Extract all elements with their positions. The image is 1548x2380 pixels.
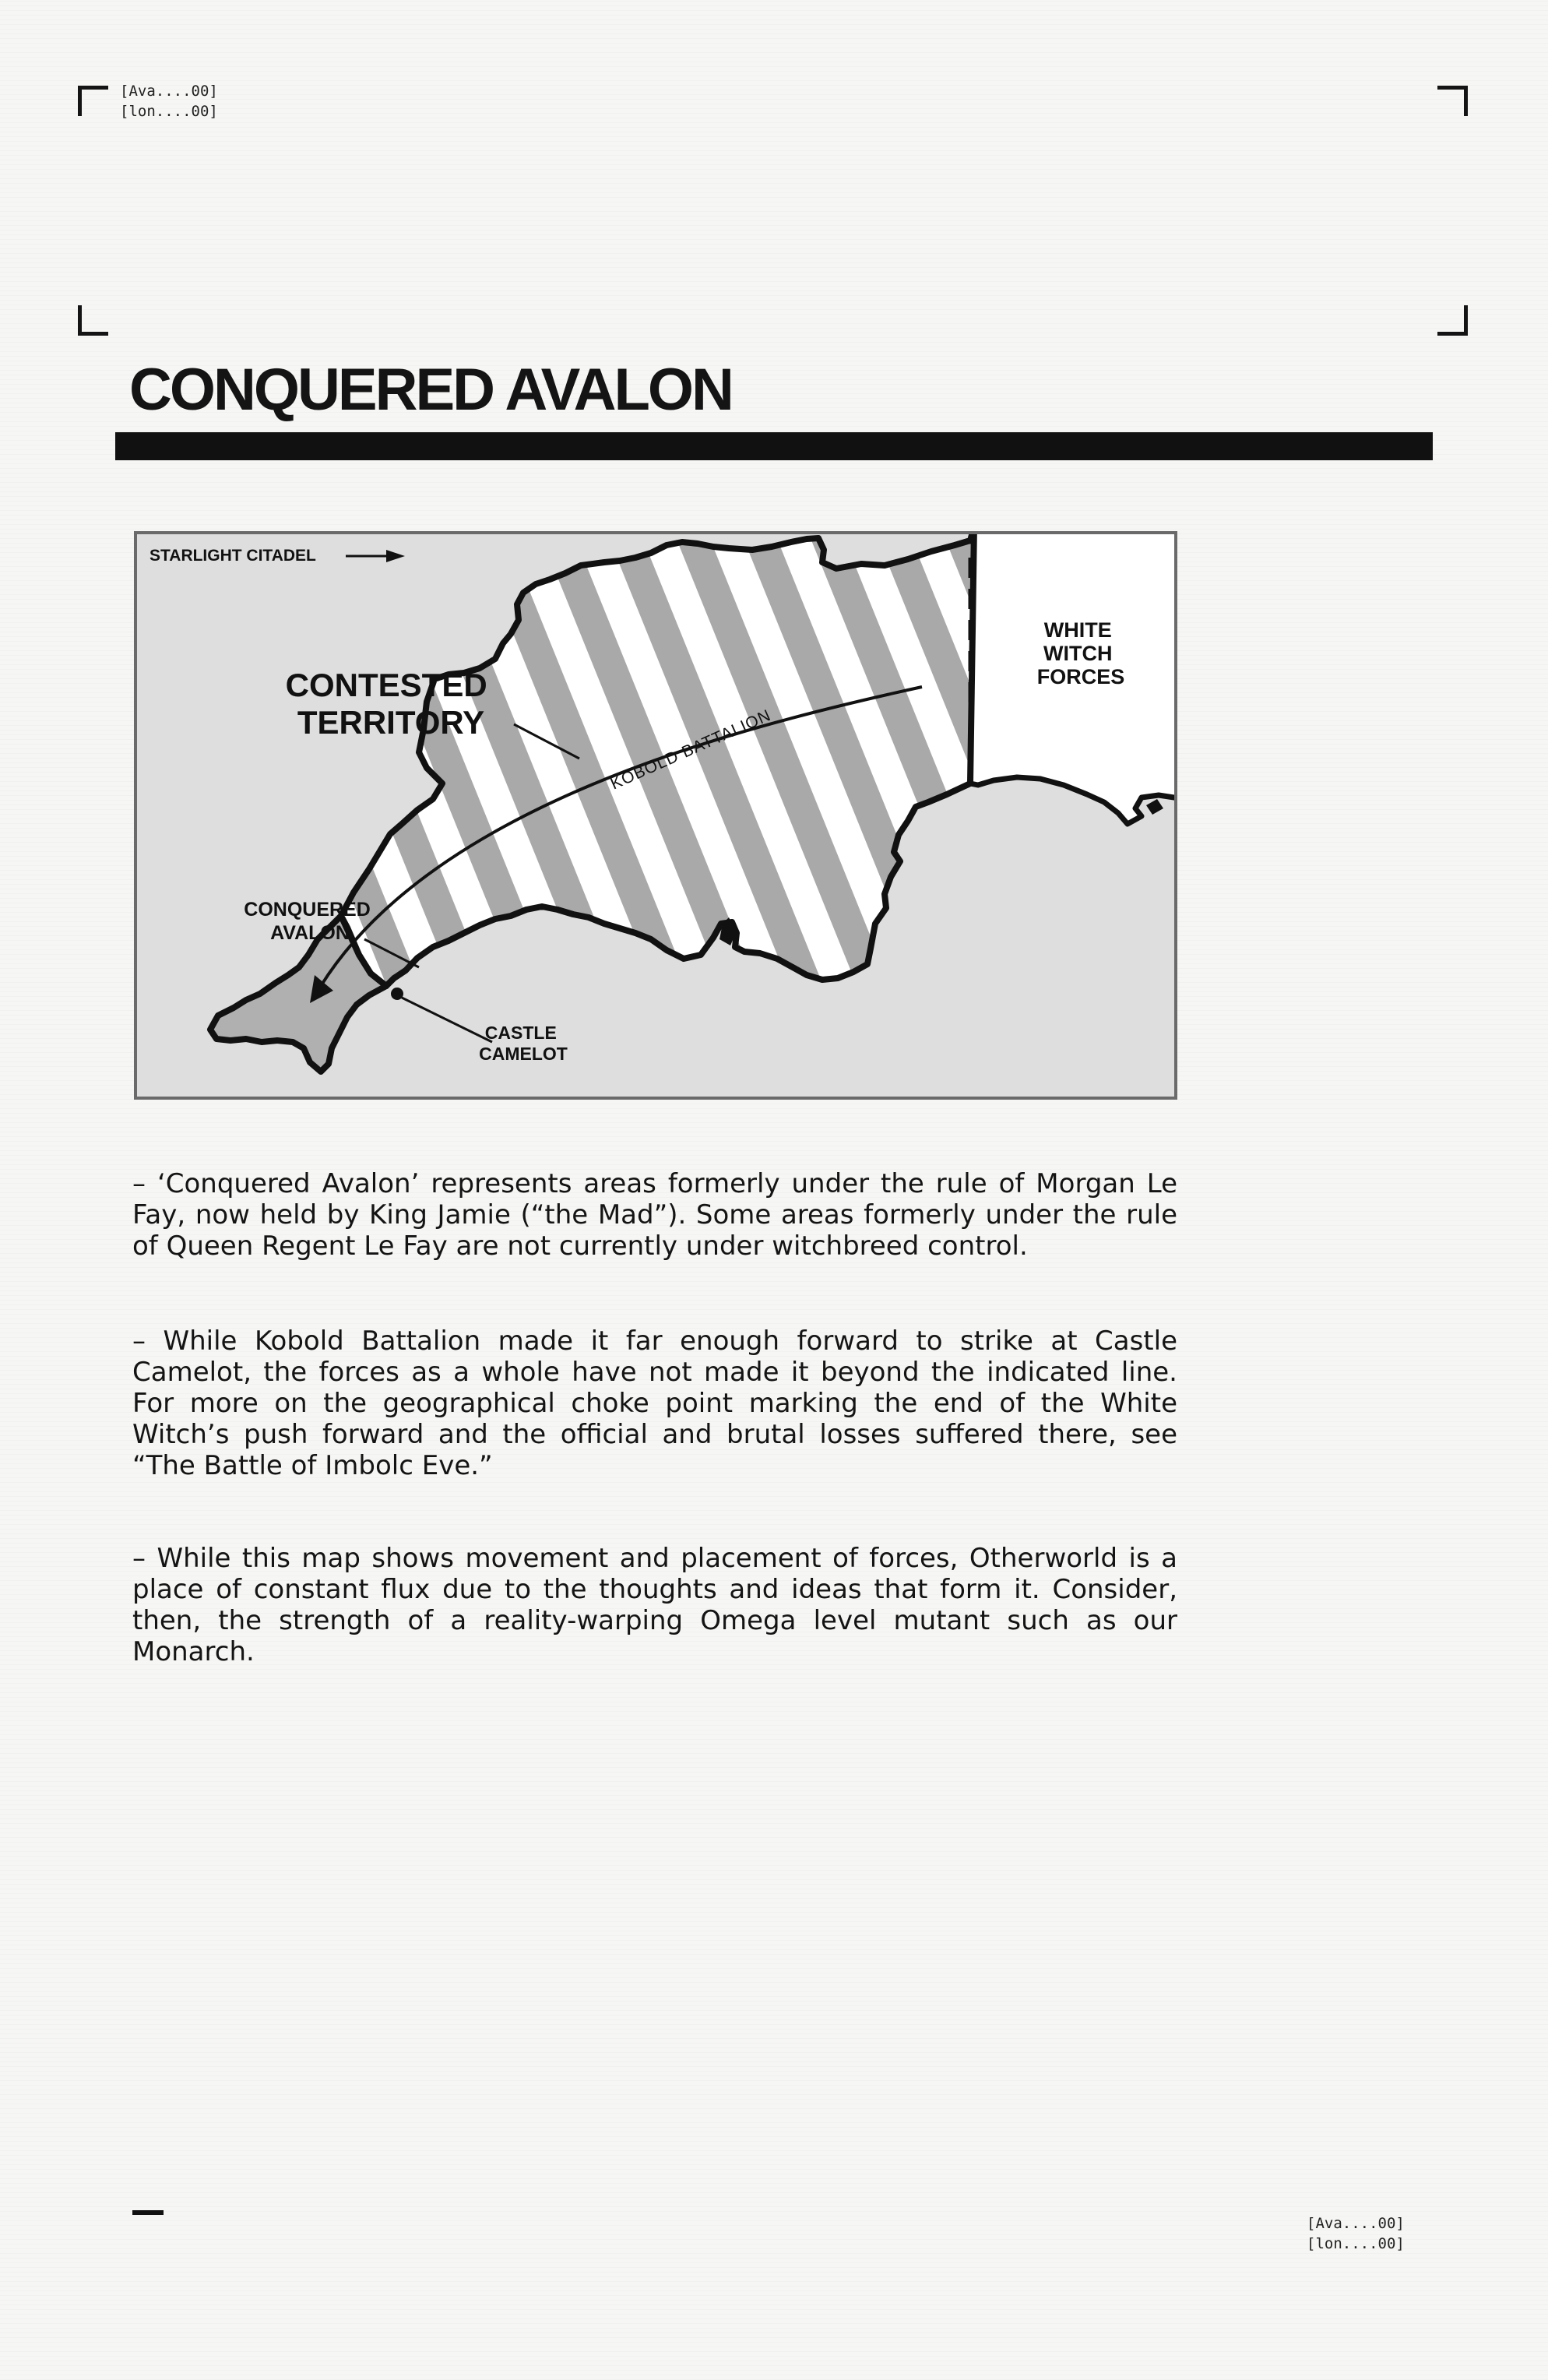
contested-line2: TERRITORY xyxy=(297,704,485,741)
white-witch-line3: FORCES xyxy=(1036,665,1125,688)
paragraph-2: – While Kobold Battalion made it far enough forward to strike at Castle Camelot, the forces as a whole have not made it beyond the indicated line. For more on the geographical choke point marking the end of the White Witch’s push forward and the official and brutal losses suffered there, see “The Battle of Imbolc Eve.” xyxy=(132,1326,1177,1481)
footer-code-line: [Ava....00] xyxy=(1307,2215,1405,2232)
footer-code-line: [lon....00] xyxy=(1307,2235,1405,2252)
map-label-starlight-citadel: STARLIGHT CITADEL xyxy=(150,547,316,565)
corner-mark-bottom-left xyxy=(78,305,108,336)
title-underline-bar xyxy=(115,432,1433,460)
white-witch-line1: WHITE xyxy=(1043,618,1112,642)
conquered-line2: AVALON xyxy=(270,922,350,944)
header-code xyxy=(120,81,218,121)
castle-camelot-marker xyxy=(391,988,403,1000)
white-witch-line2: WITCH xyxy=(1043,642,1113,665)
castle-line1: CASTLE xyxy=(484,1023,557,1043)
header-code-line: [Ava....00] xyxy=(120,83,218,100)
paragraph-3: – While this map shows movement and placement of forces, Otherworld is a place of constant flux due to the thoughts and ideas that form it. Consider, then, the strength of a reality-warping Omega level mutant such as our Monarch. xyxy=(132,1543,1177,1667)
corner-mark-top-right xyxy=(1437,86,1468,116)
page-title: CONQUERED AVALON xyxy=(129,357,732,423)
paragraph-block xyxy=(132,1543,1177,1667)
map-label-white-witch-forces xyxy=(1037,618,1125,688)
paragraph-block xyxy=(132,1326,1177,1481)
conquered-line1: CONQUERED xyxy=(244,899,371,921)
paragraph-1: – ‘Conquered Avalon’ represents areas formerly under the rule of Morgan Le Fay, now held by King Jamie (“the Mad”). Some areas formerly under the rule of Queen Regent Le Fay are not currently under witchbreed control. xyxy=(132,1168,1177,1262)
corner-mark-bottom-right xyxy=(1437,305,1468,336)
corner-mark-top-left xyxy=(78,86,108,116)
page-number-dash xyxy=(132,2210,164,2215)
castle-line2: CAMELOT xyxy=(479,1044,568,1064)
contested-line1: CONTESTED xyxy=(285,667,487,703)
footer-code xyxy=(1307,2213,1405,2254)
map-label-kobold-battalion: KOBOLD BATTALION xyxy=(607,706,774,794)
map-figure xyxy=(134,531,1177,1100)
map-svg xyxy=(137,534,1174,1097)
header-code-line: [lon....00] xyxy=(120,103,218,120)
paragraph-block xyxy=(132,1168,1177,1262)
map-label-castle-camelot xyxy=(479,1023,568,1064)
map-label-contested-territory xyxy=(286,667,497,741)
